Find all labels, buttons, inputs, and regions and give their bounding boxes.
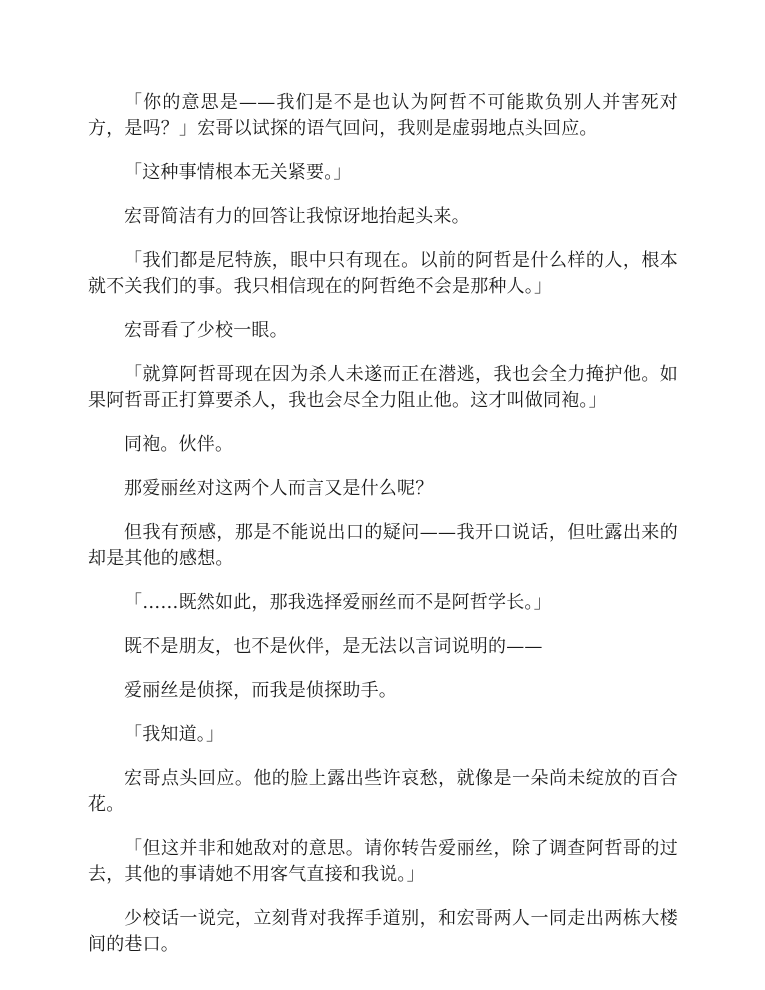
paragraph: 「这种事情根本无关紧要。」	[124, 162, 352, 183]
paragraph: 「但这并非和她敌对的意思。请你转告爱丽丝，除了调查阿哲哥的过去，其他的事请她不用客气直接和我说。」	[88, 838, 678, 885]
page-body	[88, 90, 678, 976]
paragraph: 宏哥点头回应。他的脸上露出些许哀愁，就像是一朵尚未绽放的百合花。	[88, 768, 678, 815]
paragraph: 宏哥看了少校一眼。	[124, 320, 288, 341]
paragraph: 那爱丽丝对这两个人而言又是什么呢？	[124, 478, 434, 499]
paragraph: 既不是朋友，也不是伙伴，是无法以言词说明的——	[124, 636, 543, 657]
paragraph: 但我有预感，那是不能说出口的疑问——我开口说话，但吐露出来的却是其他的感想。	[88, 522, 678, 569]
paragraph: 宏哥简洁有力的回答让我惊讶地抬起头来。	[124, 206, 470, 227]
paragraph: 少校话一说完，立刻背对我挥手道别，和宏哥两人一同走出两栋大楼间的巷口。	[88, 908, 678, 955]
paragraph: 「我知道。」	[124, 724, 225, 745]
paragraph: 「我们都是尼特族，眼中只有现在。以前的阿哲是什么样的人，根本就不关我们的事。我只相信现在的阿哲绝不会是那种人。」	[88, 250, 678, 297]
paragraph: 「就算阿哲哥现在因为杀人未遂而正在潜逃，我也会全力掩护他。如果阿哲哥正打算要杀人，我也会尽全力阻止他。这才叫做同袍。」	[88, 364, 678, 411]
paragraph: 「你的意思是——我们是不是也认为阿哲不可能欺负别人并害死对方，是吗？」宏哥以试探的语气回问，我则是虚弱地点头回应。	[88, 92, 678, 139]
paragraph: 爱丽丝是侦探，而我是侦探助手。	[124, 680, 397, 701]
paragraph: 同袍。伙伴。	[124, 434, 234, 455]
paragraph: 「……既然如此，那我选择爱丽丝而不是阿哲学长。」	[124, 592, 552, 613]
